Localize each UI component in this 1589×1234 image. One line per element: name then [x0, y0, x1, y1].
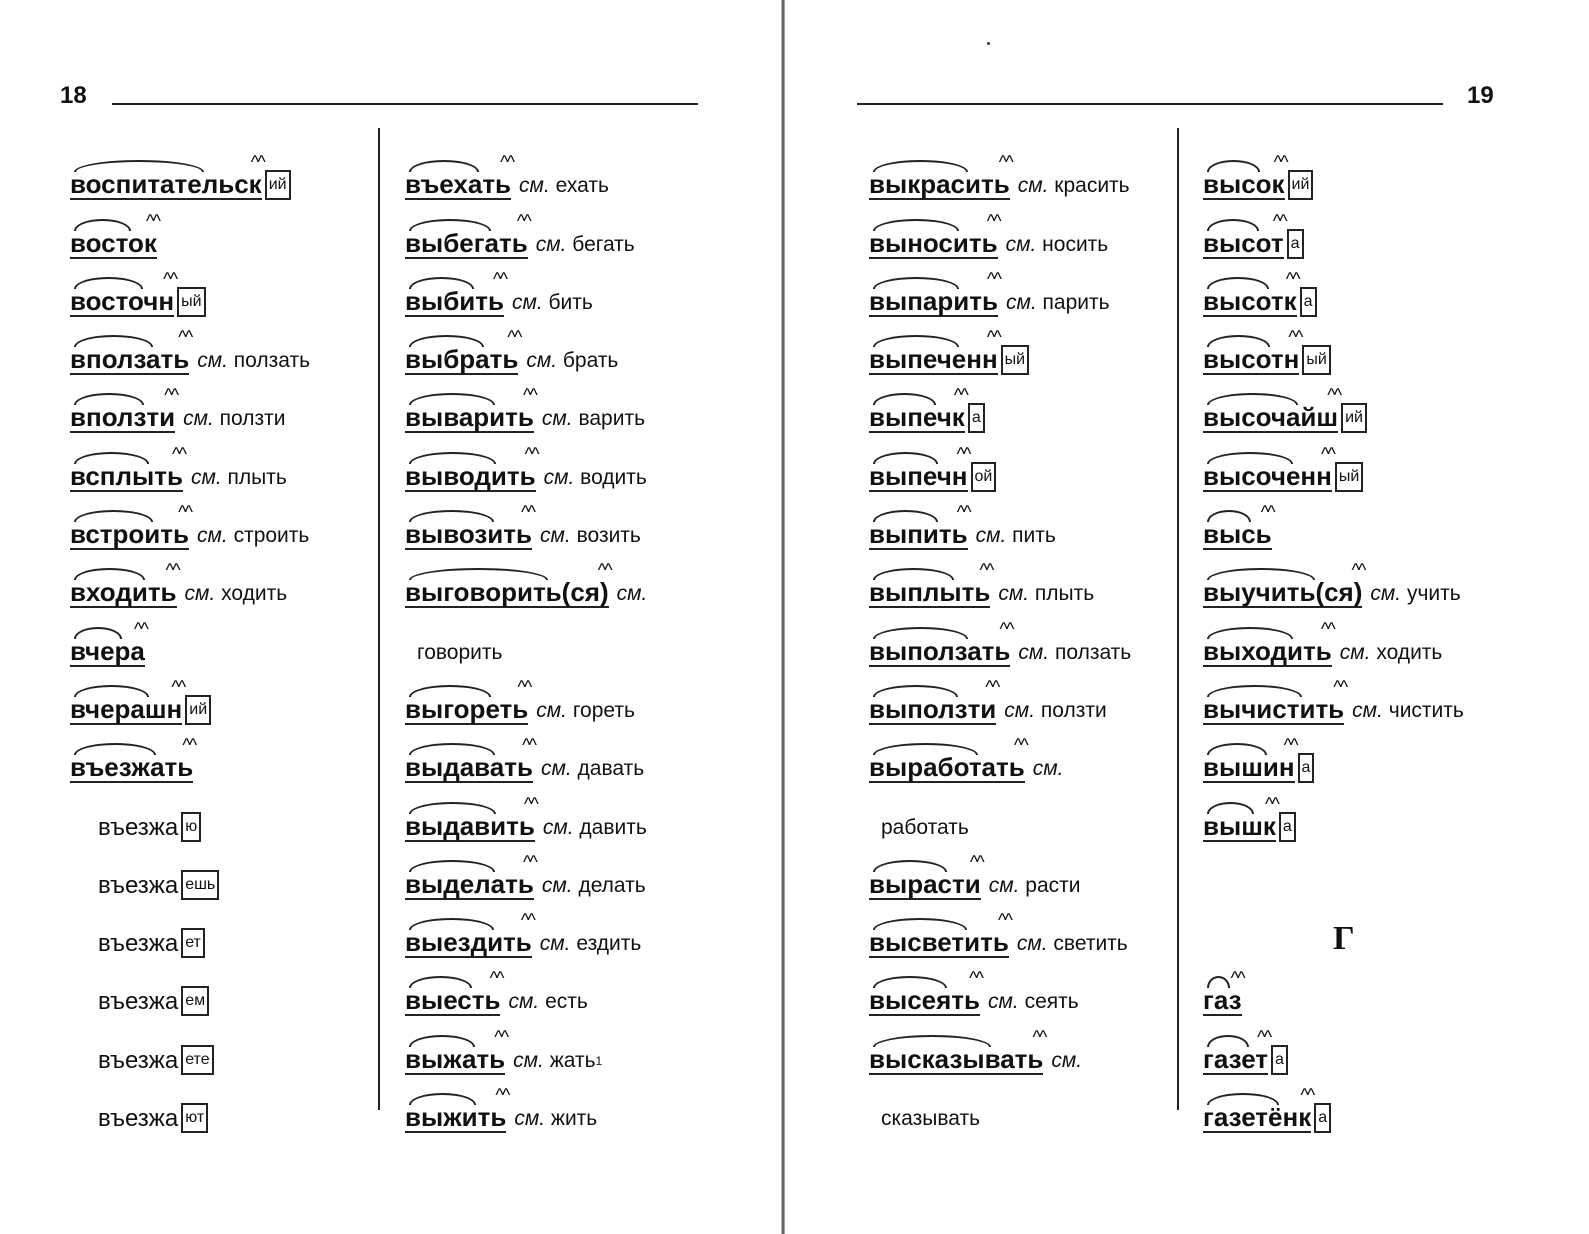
- see-abbreviation: см.: [536, 698, 568, 722]
- section-letter: Г: [1333, 920, 1355, 958]
- reference-continuation: сказывать: [881, 1107, 981, 1131]
- headword: выползать ^^: [869, 625, 1010, 667]
- headword: выучить(ся) ^^: [1203, 566, 1362, 608]
- see-target-word: брать: [562, 349, 619, 373]
- see-target-word: расти: [1025, 873, 1081, 897]
- dictionary-entry: [869, 550, 1131, 608]
- see-reference: [1004, 697, 1106, 725]
- see-target-word: ходить: [221, 582, 288, 606]
- dictionary-entry: [869, 375, 1131, 433]
- see-reference: [1017, 930, 1128, 958]
- dictionary-entry: [405, 783, 647, 841]
- ending-box: а: [1287, 229, 1304, 259]
- ending-box: ем: [181, 986, 209, 1016]
- ending-box: ий: [185, 695, 211, 725]
- dictionary-entry: [70, 1075, 310, 1133]
- dictionary-entry: [70, 1016, 310, 1074]
- see-reference: [183, 405, 285, 433]
- word-form-stem: въезжа: [98, 1046, 179, 1074]
- see-reference: [519, 172, 609, 200]
- ending-box: ют: [181, 1103, 208, 1133]
- dictionary-entry: [1203, 608, 1464, 666]
- dictionary-entry: [1203, 1016, 1464, 1074]
- headword: вчера ^^: [70, 625, 145, 667]
- dictionary-entry: [70, 433, 310, 491]
- dictionary-entry: [70, 900, 310, 958]
- see-reference: [1051, 1047, 1082, 1075]
- dictionary-entry: [70, 259, 310, 317]
- headword: газет ^^: [1203, 1033, 1268, 1075]
- dictionary-entry: [70, 375, 310, 433]
- see-target-word: ходить: [1376, 640, 1443, 664]
- dictionary-entry: [1203, 725, 1464, 783]
- ending-box: ешь: [181, 870, 219, 900]
- see-reference: [185, 580, 288, 608]
- see-target-word: жать: [549, 1048, 596, 1072]
- see-target-word: делать: [578, 873, 646, 897]
- dictionary-entry: [405, 142, 647, 200]
- see-target-word: бить: [548, 290, 593, 314]
- dictionary-entry: [1203, 200, 1464, 258]
- ending-box: ет: [181, 928, 205, 958]
- print-speck: [987, 42, 990, 45]
- dictionary-entry: [1203, 317, 1464, 375]
- dictionary-entry: [869, 142, 1131, 200]
- dictionary-entry: [1203, 1075, 1464, 1133]
- dictionary-entry: [70, 550, 310, 608]
- headword: въезжать ^^: [70, 741, 193, 783]
- headword: выделать ^^: [405, 858, 534, 900]
- header-rule-left: [112, 103, 698, 105]
- see-target-word: ползти: [219, 407, 286, 431]
- ending-box: ий: [1341, 403, 1367, 433]
- headword: вчерашн ^^: [70, 683, 182, 725]
- see-reference: [1340, 639, 1443, 667]
- see-target-word: сеять: [1024, 990, 1079, 1014]
- dictionary-entry: [1203, 550, 1464, 608]
- dictionary-entry: [70, 725, 310, 783]
- see-reference: [543, 814, 647, 842]
- see-reference: [989, 872, 1081, 900]
- headword: всплыть ^^: [70, 450, 183, 492]
- see-reference: [540, 522, 641, 550]
- headword: выдавать ^^: [405, 741, 533, 783]
- see-reference: [1018, 172, 1130, 200]
- see-target-word: есть: [545, 990, 588, 1014]
- dictionary-entry: [405, 375, 647, 433]
- dictionary-entry: [405, 667, 647, 725]
- dictionary-entry: [869, 433, 1131, 491]
- dictionary-entry: [405, 550, 647, 608]
- see-abbreviation: см.: [540, 757, 572, 781]
- see-abbreviation: см.: [1004, 698, 1036, 722]
- headword: высказывать ^^: [869, 1033, 1043, 1075]
- word-form-stem: въезжа: [98, 871, 179, 899]
- see-abbreviation: см.: [541, 873, 573, 897]
- dictionary-entry: [869, 1016, 1131, 1074]
- ending-box: а: [968, 403, 985, 433]
- headword: выговорить(ся) ^^: [405, 566, 609, 608]
- headword: выесть ^^: [405, 974, 500, 1016]
- dictionary-entry: [869, 317, 1131, 375]
- headword: вырасти ^^: [869, 858, 981, 900]
- see-abbreviation: см.: [514, 1107, 546, 1131]
- dictionary-entry: [869, 492, 1131, 550]
- see-abbreviation: см.: [513, 1048, 544, 1072]
- ending-box: ый: [1335, 462, 1363, 492]
- see-reference: [544, 464, 647, 492]
- see-reference: [1352, 697, 1464, 725]
- see-abbreviation: см.: [535, 232, 567, 256]
- left-page: [0, 0, 785, 1234]
- dictionary-entry: [1203, 783, 1464, 841]
- headword: высочайш ^^: [1203, 391, 1338, 433]
- see-reference: [540, 930, 642, 958]
- headword: высеять ^^: [869, 974, 980, 1016]
- see-abbreviation: см.: [539, 932, 571, 956]
- headword: выносить ^^: [869, 217, 998, 259]
- headword: высот ^^: [1203, 217, 1284, 259]
- see-reference: [542, 872, 646, 900]
- see-target-word: ползать: [233, 349, 311, 373]
- see-target-word: ездить: [576, 932, 642, 956]
- dictionary-entry: [1203, 142, 1464, 200]
- headword: высок ^^: [1203, 158, 1285, 200]
- see-target-word: учить: [1406, 582, 1461, 606]
- see-abbreviation: см.: [1032, 757, 1064, 781]
- see-abbreviation: см.: [1352, 698, 1383, 722]
- see-abbreviation: см.: [508, 990, 540, 1014]
- headword: выводить ^^: [405, 450, 536, 492]
- headword: выпечн ^^: [869, 450, 968, 492]
- headword: выдавить ^^: [405, 800, 535, 842]
- dictionary-entry: [405, 725, 647, 783]
- ending-box: ый: [1302, 345, 1330, 375]
- headword: выпеченн ^^: [869, 333, 998, 375]
- headword: встроить ^^: [70, 508, 189, 550]
- dictionary-entry: [405, 900, 647, 958]
- see-reference: [512, 289, 593, 317]
- footnote-mark: 1: [595, 1053, 603, 1068]
- see-abbreviation: см.: [1016, 932, 1048, 956]
- header-rule-right: [857, 103, 1443, 105]
- left-page-column-1: [70, 142, 310, 1133]
- dictionary-entry: [869, 608, 1131, 666]
- ending-box: ый: [1001, 345, 1029, 375]
- ending-box: ой: [971, 462, 997, 492]
- headword: выгореть ^^: [405, 683, 528, 725]
- see-target-word: носить: [1042, 232, 1109, 256]
- headword: выходить ^^: [1203, 625, 1332, 667]
- ending-box: а: [1298, 753, 1315, 783]
- see-abbreviation: см.: [543, 465, 575, 489]
- dictionary-entry: [70, 200, 310, 258]
- see-target-word: давить: [579, 815, 647, 839]
- dictionary-entry: [869, 725, 1131, 783]
- dictionary-entry: [70, 142, 310, 200]
- dictionary-entry: [869, 900, 1131, 958]
- headword: выжить ^^: [405, 1091, 506, 1133]
- see-target-word: красить: [1054, 174, 1130, 198]
- headword: выпарить ^^: [869, 275, 998, 317]
- see-target-word: давать: [577, 757, 645, 781]
- headword: воспитательск ^^: [70, 158, 262, 200]
- see-abbreviation: см.: [541, 407, 573, 431]
- see-abbreviation: см.: [184, 582, 216, 606]
- right-page-column-1: [869, 142, 1131, 1133]
- headword: выварить ^^: [405, 391, 534, 433]
- see-reference: [542, 405, 645, 433]
- headword: выползти ^^: [869, 683, 996, 725]
- see-reference: [988, 988, 1079, 1016]
- see-reference: [514, 1105, 597, 1133]
- see-target-word: пить: [1012, 524, 1056, 548]
- see-reference: [1018, 639, 1131, 667]
- ending-box: а: [1271, 1045, 1288, 1075]
- see-target-word: ехать: [555, 174, 609, 198]
- dictionary-entry: [405, 317, 647, 375]
- dictionary-entry: [405, 608, 647, 666]
- dictionary-entry: [869, 783, 1131, 841]
- see-abbreviation: см.: [1051, 1048, 1083, 1072]
- headword: выработать ^^: [869, 741, 1025, 783]
- see-abbreviation: см.: [526, 349, 558, 373]
- ending-box: ю: [181, 812, 201, 842]
- see-abbreviation: см.: [975, 524, 1007, 548]
- headword: высь ^^: [1203, 508, 1272, 550]
- column-divider-left: [378, 128, 380, 1110]
- see-abbreviation: см.: [519, 174, 550, 198]
- dictionary-entry: [1203, 433, 1464, 491]
- headword: высотн ^^: [1203, 333, 1299, 375]
- see-abbreviation: см.: [183, 407, 214, 431]
- dictionary-entry: [70, 608, 310, 666]
- reference-continuation: говорить: [417, 640, 503, 664]
- ending-box: ый: [177, 287, 205, 317]
- headword: вышин ^^: [1203, 741, 1295, 783]
- right-page: [785, 0, 1589, 1234]
- headword: выжать ^^: [405, 1033, 505, 1075]
- see-target-word: возить: [576, 524, 641, 548]
- see-target-word: светить: [1053, 932, 1128, 956]
- see-reference: [976, 522, 1056, 550]
- see-abbreviation: см.: [1370, 582, 1402, 606]
- see-reference: [536, 231, 635, 259]
- left-page-column-2: [405, 142, 647, 1133]
- headword: вползать ^^: [70, 333, 189, 375]
- headword: восток ^^: [70, 217, 157, 259]
- dictionary-entry: [869, 958, 1131, 1016]
- dictionary-entry: [1203, 900, 1464, 958]
- headword: въехать ^^: [405, 158, 511, 200]
- see-target-word: варить: [578, 407, 646, 431]
- see-target-word: ползти: [1040, 698, 1107, 722]
- ending-box: ий: [265, 170, 291, 200]
- see-reference: [197, 522, 309, 550]
- dictionary-entry: [1203, 375, 1464, 433]
- see-target-word: жить: [550, 1107, 598, 1131]
- dictionary-entry: [70, 317, 310, 375]
- see-target-word: водить: [580, 465, 647, 489]
- see-target-word: парить: [1042, 290, 1110, 314]
- see-abbreviation: см.: [1339, 640, 1371, 664]
- headword: выездить ^^: [405, 916, 532, 958]
- see-reference: [1370, 580, 1460, 608]
- ending-box: а: [1279, 812, 1296, 842]
- see-abbreviation: см.: [197, 349, 228, 373]
- dictionary-entry: [405, 492, 647, 550]
- see-reference: [1006, 289, 1110, 317]
- see-abbreviation: см.: [540, 524, 571, 548]
- headword: выбить ^^: [405, 275, 504, 317]
- dictionary-entry: [1203, 842, 1464, 900]
- dictionary-entry: [869, 1075, 1131, 1133]
- see-reference: [513, 1047, 602, 1075]
- ending-box: ий: [1288, 170, 1314, 200]
- dictionary-entry: [1203, 958, 1464, 1016]
- see-abbreviation: см.: [190, 465, 222, 489]
- see-target-word: строить: [233, 524, 310, 548]
- right-page-column-2: [1203, 142, 1464, 1133]
- dictionary-entry: [869, 200, 1131, 258]
- headword: выпить ^^: [869, 508, 968, 550]
- see-target-word: чистить: [1388, 698, 1464, 722]
- dictionary-entry: [405, 259, 647, 317]
- see-target-word: плыть: [227, 465, 287, 489]
- dictionary-entry: [70, 842, 310, 900]
- headword: входить ^^: [70, 566, 177, 608]
- word-form-stem: въезжа: [98, 930, 179, 958]
- word-form-stem: въезжа: [98, 988, 179, 1016]
- see-abbreviation: см.: [988, 873, 1020, 897]
- headword: вышк ^^: [1203, 800, 1276, 842]
- ending-box: а: [1314, 1103, 1331, 1133]
- see-abbreviation: см.: [511, 290, 543, 314]
- headword: высветить ^^: [869, 916, 1009, 958]
- dictionary-entry: [405, 433, 647, 491]
- headword: вычистить ^^: [1203, 683, 1344, 725]
- headword: выкрасить ^^: [869, 158, 1010, 200]
- see-abbreviation: см.: [1018, 640, 1050, 664]
- dictionary-entry: [1203, 492, 1464, 550]
- see-target-word: ползать: [1054, 640, 1132, 664]
- column-divider-right: [1177, 128, 1179, 1110]
- dictionary-entry: [405, 842, 647, 900]
- see-reference: [191, 464, 287, 492]
- dictionary-entry: [405, 1016, 647, 1074]
- dictionary-entry: [869, 842, 1131, 900]
- ending-box: ете: [181, 1045, 213, 1075]
- dictionary-entry: [405, 1075, 647, 1133]
- headword: восточн ^^: [70, 275, 174, 317]
- see-reference: [526, 347, 618, 375]
- see-abbreviation: см.: [1005, 232, 1037, 256]
- dictionary-entry: [70, 783, 310, 841]
- see-reference: [197, 347, 310, 375]
- see-reference: [1006, 231, 1109, 259]
- see-abbreviation: см.: [542, 815, 574, 839]
- see-abbreviation: см.: [988, 990, 1019, 1014]
- dictionary-entry: [405, 200, 647, 258]
- headword: высоченн ^^: [1203, 450, 1332, 492]
- see-reference: [541, 755, 644, 783]
- dictionary-entry: [70, 667, 310, 725]
- dictionary-entry: [869, 259, 1131, 317]
- dictionary-entry: [70, 958, 310, 1016]
- headword: вползти ^^: [70, 391, 175, 433]
- word-form-stem: въезжа: [98, 813, 179, 841]
- page-number-left: 18: [60, 82, 87, 109]
- headword: выбрать ^^: [405, 333, 518, 375]
- dictionary-entry: [1203, 259, 1464, 317]
- see-reference: [998, 580, 1094, 608]
- see-target-word: гореть: [572, 698, 635, 722]
- see-target-word: плыть: [1034, 582, 1095, 606]
- see-reference: [536, 697, 635, 725]
- dictionary-entry: [70, 492, 310, 550]
- headword: газетёнк ^^: [1203, 1091, 1311, 1133]
- see-reference: [1033, 755, 1064, 783]
- see-target-word: бегать: [572, 232, 635, 256]
- see-abbreviation: см.: [998, 582, 1030, 606]
- dictionary-entry: [405, 958, 647, 1016]
- headword: вывозить ^^: [405, 508, 532, 550]
- see-reference: [508, 988, 587, 1016]
- see-abbreviation: см.: [1005, 290, 1037, 314]
- headword: выплыть ^^: [869, 566, 990, 608]
- dictionary-entry: [1203, 667, 1464, 725]
- word-form-stem: въезжа: [98, 1105, 179, 1133]
- see-reference: [617, 580, 648, 608]
- headword: газ ^^: [1203, 974, 1242, 1016]
- see-abbreviation: см.: [616, 582, 648, 606]
- headword: высотк ^^: [1203, 275, 1297, 317]
- see-abbreviation: см.: [1017, 174, 1049, 198]
- see-abbreviation: см.: [197, 524, 228, 548]
- ending-box: а: [1300, 287, 1317, 317]
- dictionary-entry: [869, 667, 1131, 725]
- headword: выпечк ^^: [869, 391, 965, 433]
- reference-continuation: работать: [881, 815, 969, 839]
- headword: выбегать ^^: [405, 217, 528, 259]
- page-number-right: 19: [1467, 82, 1494, 109]
